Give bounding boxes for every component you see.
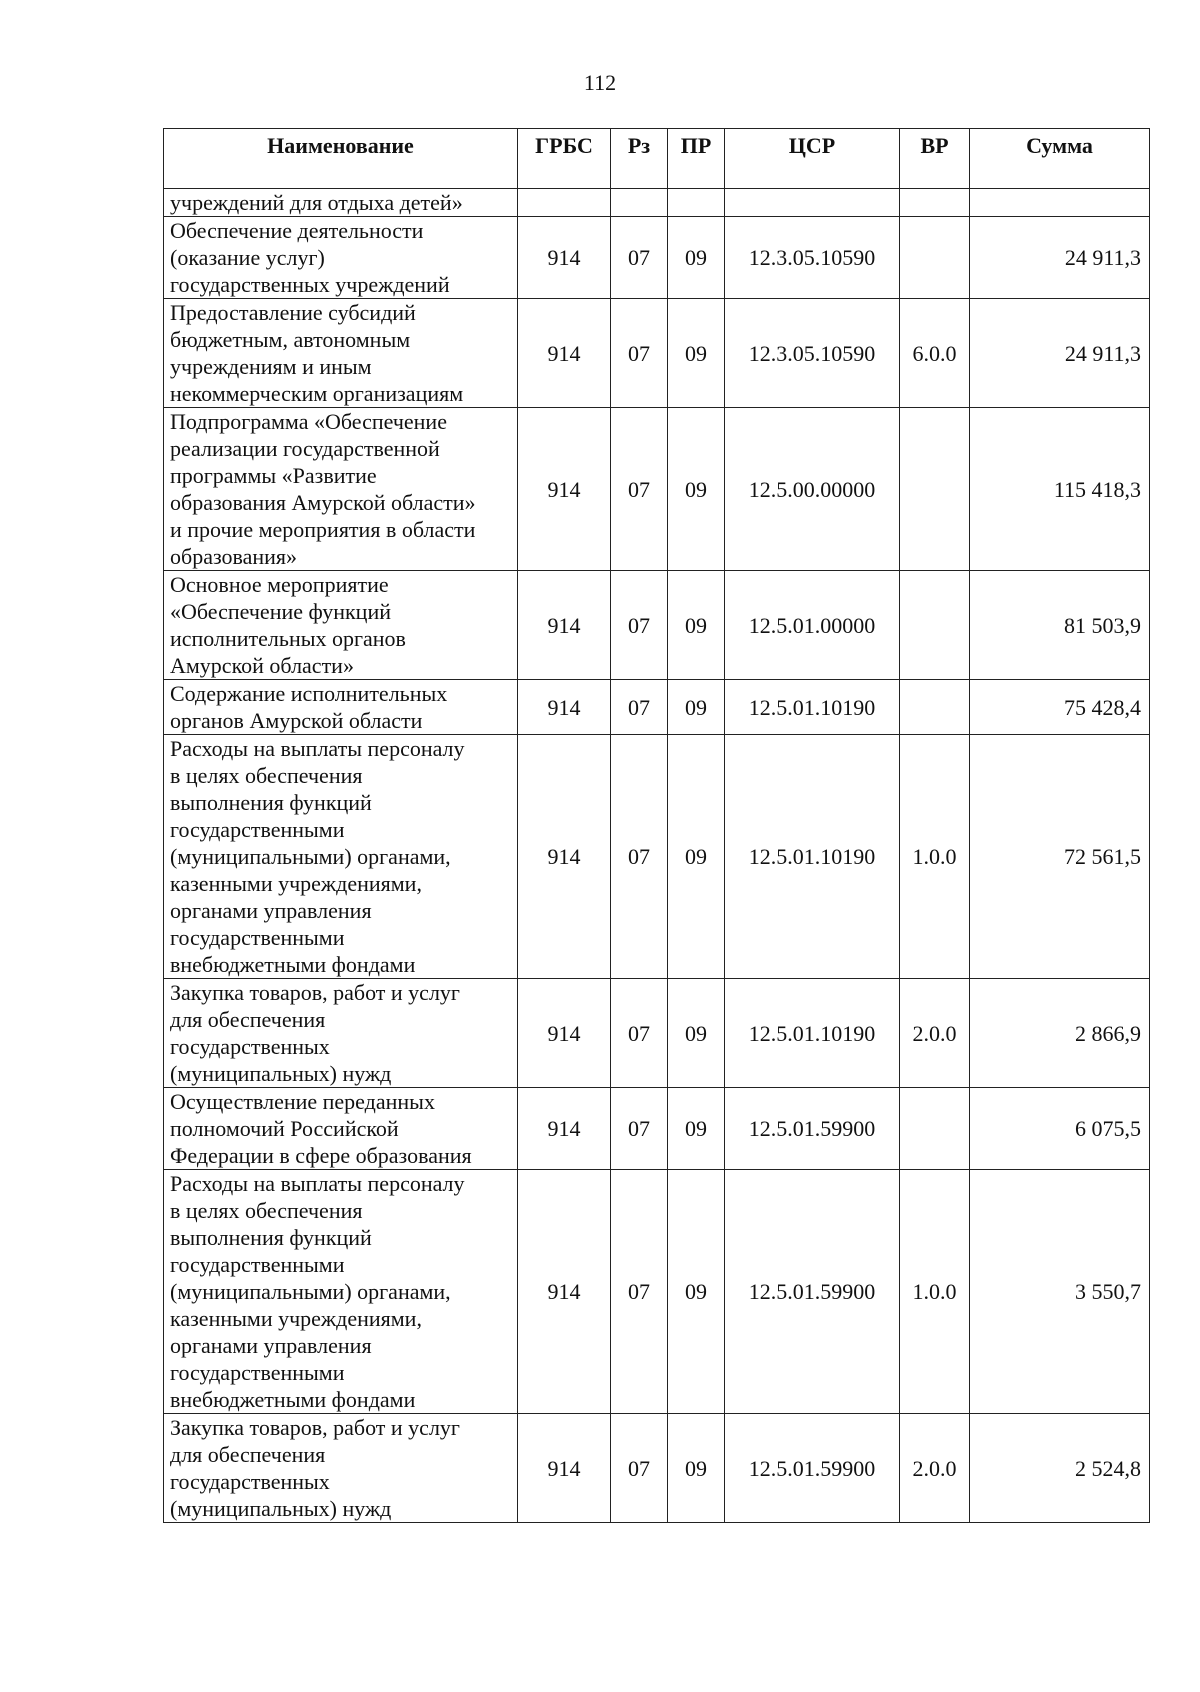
table-row [164,189,1150,217]
cell-name-line: (муниципальных) нужд [170,1061,392,1086]
cell-pr: 09 [668,1170,725,1414]
cell-name-line: в целях обеспечения [170,1198,363,1223]
cell-grbs: 914 [518,735,611,979]
cell-sum: 2 524,8 [970,1414,1150,1523]
table-row [164,299,1150,408]
cell-sum: 72 561,5 [970,735,1150,979]
cell-csr: 12.5.01.59900 [725,1170,900,1414]
cell-grbs: 914 [518,979,611,1088]
table-row [164,735,1150,979]
cell-vr: 1.0.0 [900,735,970,979]
cell-name-line: Закупка товаров, работ и услуг [170,1415,460,1440]
cell-rz: 07 [611,1170,668,1414]
header-pr: ПР [668,129,725,189]
cell-vr: 1.0.0 [900,1170,970,1414]
cell-name [164,189,518,217]
cell-sum: 115 418,3 [970,408,1150,571]
cell-csr: 12.5.01.10190 [725,979,900,1088]
table-row [164,979,1150,1088]
cell-name-line: программы «Развитие [170,463,377,488]
cell-pr: 09 [668,735,725,979]
cell-name-line: государственных [170,1469,330,1494]
cell-csr: 12.5.00.00000 [725,408,900,571]
cell-grbs: 914 [518,1170,611,1414]
table-row [164,1170,1150,1414]
cell-name-line: некоммерческим организациям [170,381,464,406]
cell-name-line: образования Амурской области» [170,490,476,515]
cell-rz: 07 [611,1088,668,1170]
cell-name-line: в целях обеспечения [170,763,363,788]
cell-pr [668,189,725,217]
cell-sum: 3 550,7 [970,1170,1150,1414]
cell-vr [900,1088,970,1170]
header-sum: Сумма [970,129,1150,189]
cell-name-line: реализации государственной [170,436,440,461]
cell-name-line: полномочий Российской [170,1116,399,1141]
cell-name [164,979,518,1088]
table-row [164,1414,1150,1523]
cell-name-line: (муниципальными) органами, [170,844,451,869]
cell-name [164,735,518,979]
cell-name-line: государственными [170,1360,345,1385]
header-rz: Рз [611,129,668,189]
header-vr: ВР [900,129,970,189]
cell-csr: 12.5.01.10190 [725,735,900,979]
cell-rz: 07 [611,1414,668,1523]
cell-name-line: Расходы на выплаты персоналу [170,736,465,761]
cell-sum: 81 503,9 [970,571,1150,680]
cell-grbs [518,189,611,217]
cell-rz: 07 [611,299,668,408]
header-name: Наименование [164,129,518,189]
cell-name-line: для обеспечения [170,1007,326,1032]
table-row [164,571,1150,680]
cell-name-line: Закупка товаров, работ и услуг [170,980,460,1005]
cell-grbs: 914 [518,571,611,680]
cell-pr: 09 [668,979,725,1088]
cell-rz: 07 [611,217,668,299]
cell-name-line: Основное мероприятие [170,572,389,597]
cell-name-line: органами управления [170,898,372,923]
cell-name-line: учреждений для отдыха детей» [170,190,463,215]
cell-rz: 07 [611,571,668,680]
cell-pr: 09 [668,680,725,735]
cell-vr: 2.0.0 [900,979,970,1088]
cell-name [164,1170,518,1414]
cell-name [164,408,518,571]
cell-name-line: государственных [170,1034,330,1059]
cell-csr: 12.3.05.10590 [725,299,900,408]
cell-name-line: учреждениям и иным [170,354,372,379]
cell-name-line: Обеспечение деятельности [170,218,424,243]
budget-table [163,128,1150,1523]
cell-grbs: 914 [518,680,611,735]
table-row [164,408,1150,571]
header-grbs: ГРБС [518,129,611,189]
cell-grbs: 914 [518,217,611,299]
cell-vr [900,189,970,217]
cell-name-line: Предоставление субсидий [170,300,416,325]
cell-grbs: 914 [518,1414,611,1523]
cell-vr [900,408,970,571]
cell-name-line: Содержание исполнительных [170,681,448,706]
cell-pr: 09 [668,1088,725,1170]
cell-rz [611,189,668,217]
cell-name-line: государственных учреждений [170,272,450,297]
cell-name-line: органами управления [170,1333,372,1358]
cell-sum [970,189,1150,217]
cell-pr: 09 [668,1414,725,1523]
cell-name [164,299,518,408]
cell-name-line: выполнения функций [170,1225,372,1250]
cell-rz: 07 [611,680,668,735]
cell-csr: 12.5.01.00000 [725,571,900,680]
cell-vr [900,571,970,680]
cell-name-line: и прочие мероприятия в области [170,517,476,542]
cell-sum: 6 075,5 [970,1088,1150,1170]
cell-vr [900,680,970,735]
cell-grbs: 914 [518,299,611,408]
cell-name [164,1088,518,1170]
cell-grbs: 914 [518,408,611,571]
cell-pr: 09 [668,408,725,571]
cell-name-line: государственными [170,817,345,842]
cell-pr: 09 [668,217,725,299]
cell-name [164,571,518,680]
cell-vr: 2.0.0 [900,1414,970,1523]
cell-name [164,217,518,299]
cell-name-line: (муниципальными) органами, [170,1279,451,1304]
cell-name-line: Федерации в сфере образования [170,1143,472,1168]
cell-name [164,680,518,735]
cell-name [164,1414,518,1523]
cell-vr [900,217,970,299]
cell-name-line: органов Амурской области [170,708,423,733]
table-row [164,680,1150,735]
cell-name-line: «Обеспечение функций [170,599,391,624]
cell-name-line: государственными [170,1252,345,1277]
cell-csr: 12.3.05.10590 [725,217,900,299]
cell-sum: 24 911,3 [970,217,1150,299]
cell-name-line: казенными учреждениями, [170,1306,422,1331]
cell-csr [725,189,900,217]
cell-name-line: (муниципальных) нужд [170,1496,392,1521]
cell-sum: 24 911,3 [970,299,1150,408]
cell-pr: 09 [668,571,725,680]
cell-name-line: (оказание услуг) [170,245,325,270]
cell-name-line: государственными [170,925,345,950]
cell-vr: 6.0.0 [900,299,970,408]
page-number: 112 [583,70,617,95]
cell-name-line: Осуществление переданных [170,1089,435,1114]
cell-name-line: для обеспечения [170,1442,326,1467]
cell-name-line: Подпрограмма «Обеспечение [170,409,447,434]
cell-csr: 12.5.01.59900 [725,1088,900,1170]
cell-rz: 07 [611,979,668,1088]
cell-name-line: образования» [170,544,298,569]
table-header-row [164,129,1150,189]
cell-sum: 75 428,4 [970,680,1150,735]
cell-csr: 12.5.01.10190 [725,680,900,735]
cell-grbs: 914 [518,1088,611,1170]
cell-name-line: исполнительных органов [170,626,406,651]
cell-name-line: внебюджетными фондами [170,952,416,977]
cell-csr: 12.5.01.59900 [725,1414,900,1523]
cell-sum: 2 866,9 [970,979,1150,1088]
table-row [164,1088,1150,1170]
cell-name-line: казенными учреждениями, [170,871,422,896]
cell-name-line: Расходы на выплаты персоналу [170,1171,465,1196]
cell-rz: 07 [611,735,668,979]
cell-pr: 09 [668,299,725,408]
cell-name-line: бюджетным, автономным [170,327,411,352]
cell-name-line: внебюджетными фондами [170,1387,416,1412]
cell-rz: 07 [611,408,668,571]
cell-name-line: выполнения функций [170,790,372,815]
table-row [164,217,1150,299]
cell-name-line: Амурской области» [170,653,354,678]
header-csr: ЦСР [725,129,900,189]
